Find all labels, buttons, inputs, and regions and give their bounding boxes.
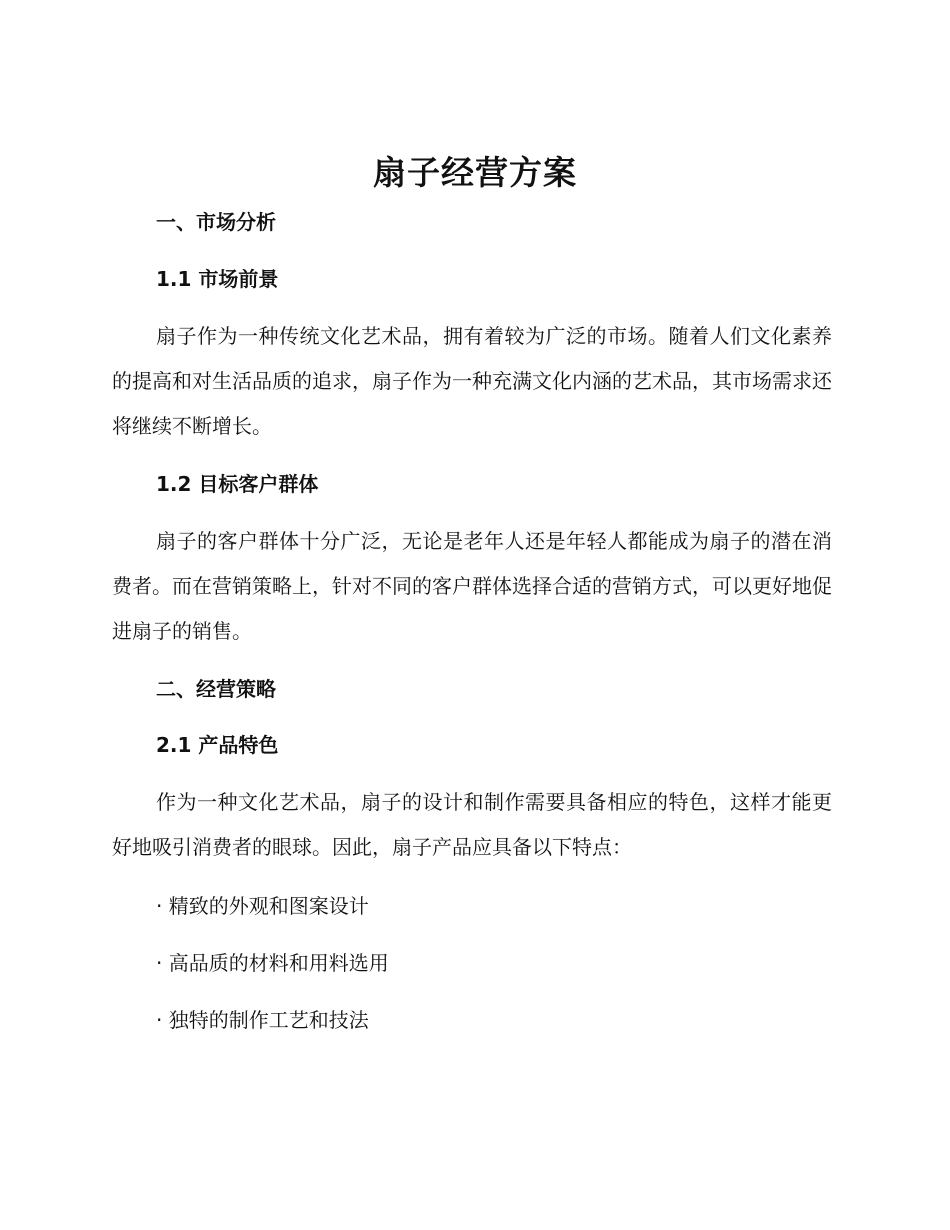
paragraph-target-customers: 扇子的客户群体十分广泛，无论是老年人还是年轻人都能成为扇子的潜在消费者。而在营销策略上，针对不同的客户群体选择合适的营销方式，可以更好地促进扇子的销售。 — [112, 529, 832, 643]
subsection-heading-market-outlook: 1.1 市场前景 — [156, 267, 279, 291]
document-title: 扇子经营方案 — [373, 153, 577, 192]
bullet-item: · 高品质的材料和用料选用 — [156, 951, 389, 975]
bullet-item: · 独特的制作工艺和技法 — [156, 1008, 369, 1032]
paragraph-product-features: 作为一种文化艺术品，扇子的设计和制作需要具备相应的特色，这样才能更好地吸引消费者的眼球。因此，扇子产品应具备以下特点： — [112, 790, 832, 859]
bullet-item: · 精致的外观和图案设计 — [156, 894, 369, 918]
section-heading-market-analysis: 一、市场分析 — [156, 210, 276, 234]
subsection-heading-product-features: 2.1 产品特色 — [156, 733, 279, 757]
subsection-heading-target-customers: 1.2 目标客户群体 — [156, 472, 319, 496]
paragraph-market-outlook: 扇子作为一种传统文化艺术品，拥有着较为广泛的市场。随着人们文化素养的提高和对生活品质的追求，扇子作为一种充满文化内涵的艺术品，其市场需求还将继续不断增长。 — [112, 324, 832, 438]
section-heading-business-strategy: 二、经营策略 — [156, 677, 276, 701]
